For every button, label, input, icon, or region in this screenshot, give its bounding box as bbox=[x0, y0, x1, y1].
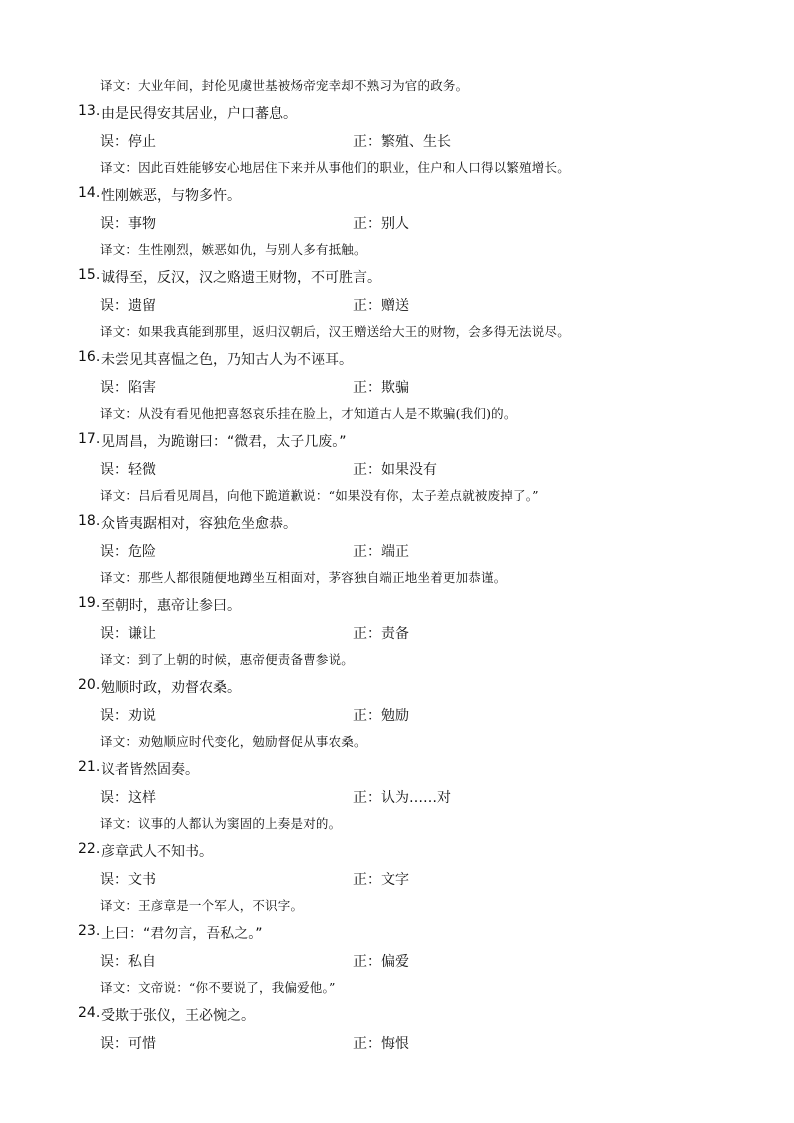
wrong-answer: 误：轻微 bbox=[100, 462, 156, 478]
question-number: 19. bbox=[78, 595, 101, 611]
question-sentence: 众皆夷踞相对，容独危坐愈恭。 bbox=[101, 516, 297, 532]
correct-answer: 正：欺骗 bbox=[353, 380, 409, 396]
question-sentence: 见周昌，为跪谢曰：“微君，太子几废。” bbox=[101, 434, 347, 450]
question-sentence: 由是民得安其居业，户口蕃息。 bbox=[101, 106, 297, 122]
question-sentence: 性刚嫉恶，与物多忤。 bbox=[101, 188, 241, 204]
question-number: 24. bbox=[78, 1005, 101, 1021]
correct-answer: 正：悔恨 bbox=[353, 1036, 409, 1052]
wrong-answer: 误：这样 bbox=[100, 790, 156, 806]
translation-line: 译文：王彦章是一个军人，不识字。 bbox=[100, 898, 304, 913]
question-sentence: 彦章武人不知书。 bbox=[101, 844, 213, 860]
correct-answer: 正：认为……对 bbox=[353, 790, 451, 806]
wrong-answer: 误：可惜 bbox=[100, 1036, 156, 1052]
correct-answer: 正：繁殖、生长 bbox=[353, 134, 451, 150]
question-number: 21. bbox=[78, 759, 101, 775]
correct-answer: 正：文字 bbox=[353, 872, 409, 888]
question-number: 13. bbox=[78, 103, 101, 119]
question-number: 22. bbox=[78, 841, 101, 857]
correct-answer: 正：勉励 bbox=[353, 708, 409, 724]
correct-answer: 正：如果没有 bbox=[353, 462, 437, 478]
question-number: 23. bbox=[78, 923, 101, 939]
question-sentence: 受欺于张仪，王必惋之。 bbox=[101, 1008, 255, 1024]
correct-answer: 正：偏爱 bbox=[353, 954, 409, 970]
question-sentence: 至朝时，惠帝让参曰。 bbox=[101, 598, 241, 614]
question-sentence: 诚得至，反汉，汉之赂遗王财物，不可胜言。 bbox=[101, 270, 381, 286]
wrong-answer: 误：文书 bbox=[100, 872, 156, 888]
translation-line: 译文：文帝说：“你不要说了，我偏爱他。” bbox=[100, 980, 336, 995]
wrong-answer: 误：陷害 bbox=[100, 380, 156, 396]
wrong-answer: 误：劝说 bbox=[100, 708, 156, 724]
question-sentence: 议者皆然固奏。 bbox=[101, 762, 199, 778]
translation-line: 译文：那些人都很随便地蹲坐互相面对，茅容独自端正地坐着更加恭谨。 bbox=[100, 570, 507, 585]
question-sentence: 上曰：“君勿言，吾私之。” bbox=[101, 926, 263, 942]
question-number: 15. bbox=[78, 267, 101, 283]
translation-line: 译文：议事的人都认为窦固的上奏是对的。 bbox=[100, 816, 342, 831]
wrong-answer: 误：谦让 bbox=[100, 626, 156, 642]
correct-answer: 正：别人 bbox=[353, 216, 409, 232]
translation-line: 译文：生性刚烈，嫉恶如仇，与别人多有抵触。 bbox=[100, 242, 367, 257]
question-sentence: 勉顺时政，劝督农桑。 bbox=[101, 680, 241, 696]
correct-answer: 正：责备 bbox=[353, 626, 409, 642]
wrong-answer: 误：私自 bbox=[100, 954, 156, 970]
question-number: 16. bbox=[78, 349, 101, 365]
wrong-answer: 误：遗留 bbox=[100, 298, 156, 314]
translation-line: 译文：劝勉顺应时代变化，勉励督促从事农桑。 bbox=[100, 734, 367, 749]
wrong-answer: 误：危险 bbox=[100, 544, 156, 560]
translation-line: 译文：到了上朝的时候，惠帝便责备曹参说。 bbox=[100, 652, 355, 667]
question-number: 17. bbox=[78, 431, 101, 447]
question-number: 14. bbox=[78, 185, 101, 201]
correct-answer: 正：端正 bbox=[353, 544, 409, 560]
question-sentence: 未尝见其喜愠之色，乃知古人为不诬耳。 bbox=[101, 352, 353, 368]
translation-line: 译文：大业年间，封伦见虞世基被炀帝宠幸却不熟习为官的政务。 bbox=[100, 78, 469, 93]
question-number: 18. bbox=[78, 513, 101, 529]
translation-line: 译文：如果我真能到那里，返归汉朝后，汉王赠送给大王的财物，会多得无法说尽。 bbox=[100, 324, 570, 339]
translation-line: 译文：从没有看见他把喜怒哀乐挂在脸上，才知道古人是不欺骗(我们)的。 bbox=[100, 406, 517, 421]
translation-line: 译文：因此百姓能够安心地居住下来并从事他们的职业，住户和人口得以繁殖增长。 bbox=[100, 160, 570, 175]
question-number: 20. bbox=[78, 677, 101, 693]
wrong-answer: 误：停止 bbox=[100, 134, 156, 150]
correct-answer: 正：赠送 bbox=[353, 298, 409, 314]
translation-line: 译文：吕后看见周昌，向他下跪道歉说：“如果没有你，太子差点就被废掉了。” bbox=[100, 488, 539, 503]
wrong-answer: 误：事物 bbox=[100, 216, 156, 232]
